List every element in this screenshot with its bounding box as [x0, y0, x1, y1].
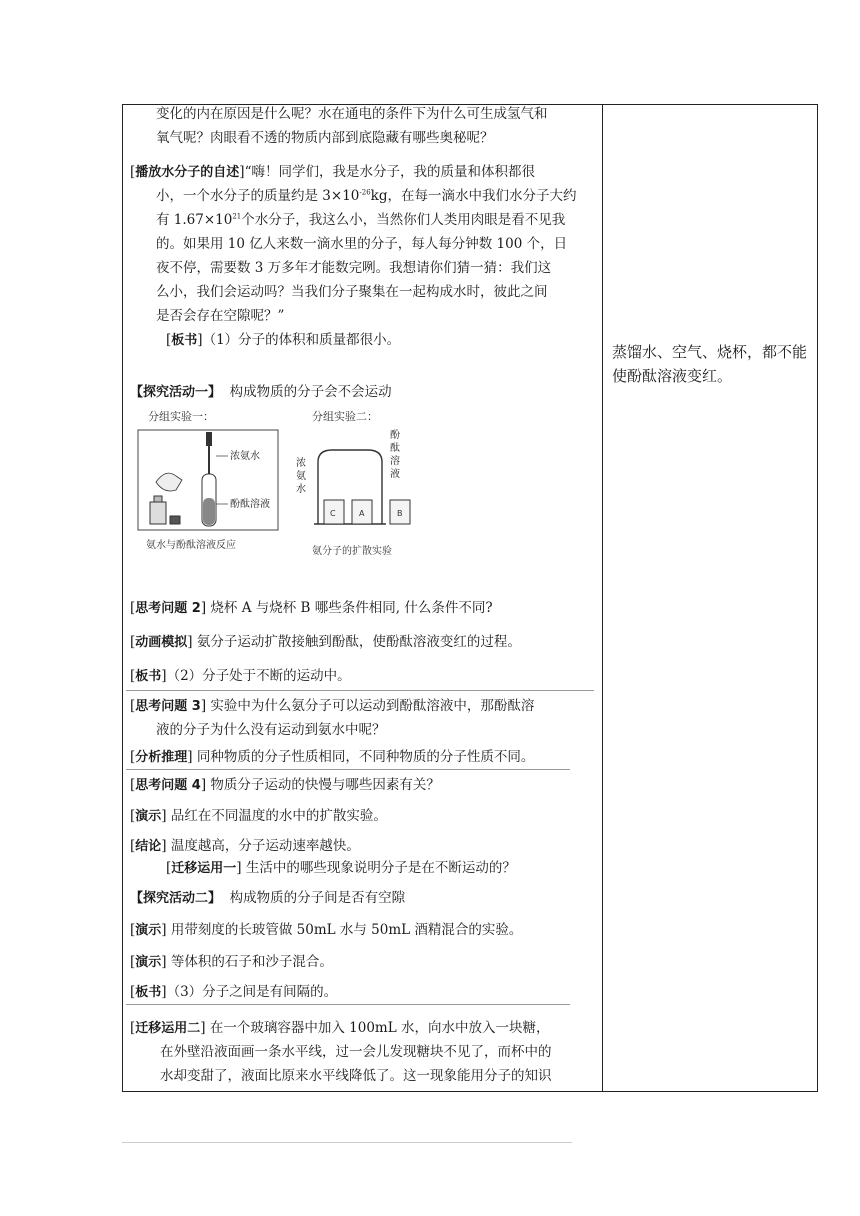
demo-2: [演示] 用带刻度的长玻管做 50mL 水与 50mL 酒精混合的实验。 [130, 922, 523, 938]
monologue-line-7: 是否会存在空隙呢？” [156, 308, 285, 324]
monologue-line-4: 的。如果用 10 亿人来数一滴水里的分子，每人每分钟数 100 个，日 [156, 236, 568, 252]
exp2-phenol-label-3: 溶 [390, 456, 400, 467]
monologue-line-1: [播放水分子的自述]“嗨！同学们，我是水分子，我的质量和体积都很 [130, 164, 535, 180]
right-column-note: 蒸馏水、空气、烧杯，都不能使酚酞溶液变红。 [612, 343, 808, 385]
divider-3 [126, 1004, 570, 1005]
analysis-reasoning: [分析推理] 同种物质的分子性质相同，不同种物质的分子性质不同。 [130, 749, 535, 765]
exp2-ammonia-label-2: 氨 [296, 471, 306, 482]
question-2: [思考问题 2] 烧杯 A 与烧杯 B 哪些条件相同, 什么条件不同? [130, 600, 493, 616]
demo-1: [演示] 品红在不同温度的水中的扩散实验。 [130, 808, 387, 824]
dropper-bulb [206, 432, 212, 446]
exp1-ammonia-label: 浓氨水 [230, 451, 260, 462]
intro-line-2: 氧气呢？肉眼看不透的物质内部到底隐藏有哪些奥秘呢？ [156, 130, 494, 146]
monologue-line-2: 小，一个水分子的质量约是 $3\times 10^{-26}kg$，在每一滴水中我们水分子大约 [156, 188, 577, 204]
hand-drawing [156, 473, 182, 491]
board-3: [板书]（3）分子之间是有间隔的。 [130, 984, 338, 1000]
exp1-caption: 氨水与酚酞溶液反应 [146, 540, 236, 551]
exp2-ammonia-label-1: 浓 [296, 458, 306, 469]
intro-line-1: 变化的内在原因是什么呢？水在通电的条件下为什么可生成氢气和 [156, 106, 548, 122]
apply-1: [迁移运用一] 生活中的哪些现象说明分子是在不断运动的？ [166, 860, 516, 876]
divider-2 [126, 769, 570, 770]
experiment-figure [132, 406, 432, 556]
monologue-line-3: 有 $1.67\times 10^{21}$个水分子，我这么小，当然你们人类用肉眼是看不见我 [156, 212, 566, 228]
activity-1-heading: 【探究活动一】 构成物质的分子会不会运动 [130, 384, 392, 400]
bottle-stopper [170, 516, 180, 524]
test-tube-liquid [203, 498, 215, 525]
demo-3: [演示] 等体积的石子和沙子混合。 [130, 954, 333, 970]
svg-text:B: B [397, 509, 403, 518]
exp2-caption: 氨分子的扩散实验 [312, 546, 392, 556]
exp2-phenol-label-1: 酚 [390, 430, 400, 441]
apply-2-line-2: 在外壁沿液面画一条水平线，过一会儿发现糖块不见了，而杯中的 [160, 1044, 552, 1060]
exp1-phenol-label: 酚酞溶液 [230, 499, 270, 510]
svg-text:A: A [359, 509, 365, 518]
monologue-line-6: 么小，我们会运动吗？当我们分子聚集在一起构成水时，彼此之间 [156, 284, 548, 300]
question-3: [思考问题 3] 实验中为什么氨分子可以运动到酚酞溶液中，那酚酞溶 [130, 698, 535, 714]
apply-2: [迁移运用二] 在一个玻璃容器中加入 100mL 水，向水中放入一块糖， [130, 1020, 550, 1036]
board-1: [板书]（1）分子的体积和质量都很小。 [166, 332, 401, 348]
activity-2-heading: 【探究活动二】 构成物质的分子间是否有空隙 [130, 890, 406, 906]
exp2-phenol-label-2: 酞 [390, 443, 400, 454]
animation-simulation: [动画模拟] 氨分子运动扩散接触到酚酞，使酚酞溶液变红的过程。 [130, 634, 521, 650]
apply-2-line-3: 水却变甜了，液面比原来水平线降低了。这一现象能用分子的知识 [160, 1068, 552, 1084]
exp2-title: 分组实验二： [312, 410, 378, 423]
divider-1 [126, 690, 594, 691]
question-3-line-2: 液的分子为什么没有运动到氨水中呢？ [156, 722, 386, 738]
conclusion: [结论] 温度越高，分子运动速率越快。 [130, 838, 360, 854]
column-divider [602, 104, 603, 1092]
monologue-label: 播放水分子的自述 [135, 165, 240, 180]
exp2-ammonia-label-3: 水 [296, 484, 306, 495]
exp2-phenol-label-4: 液 [390, 469, 400, 480]
reagent-bottle [150, 502, 166, 524]
footer-rule [122, 1142, 572, 1143]
question-4: [思考问题 4] 物质分子运动的快慢与哪些因素有关？ [130, 777, 440, 793]
exp1-title: 分组实验一： [148, 410, 214, 423]
monologue-line-5: 夜不停，需要数 3 万多年才能数完咧。我想请你们猜一猜：我们这 [156, 260, 552, 276]
board-2: [板书]（2）分子处于不断的运动中。 [130, 668, 351, 684]
svg-text:C: C [330, 509, 336, 518]
